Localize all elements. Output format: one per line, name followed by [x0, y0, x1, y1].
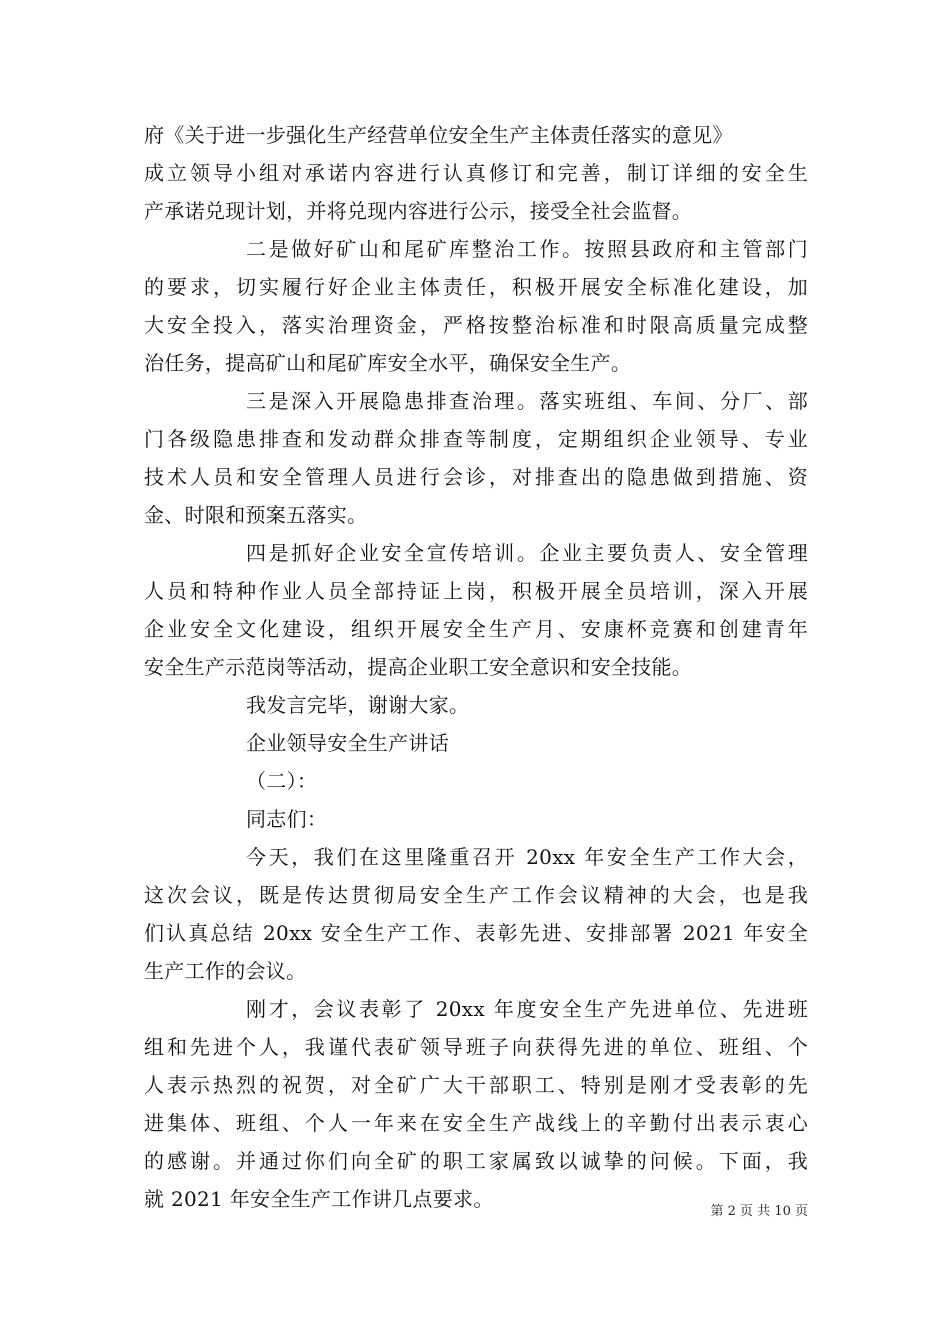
- paragraph-start: 刚才，会议表彰了 20xx 年度安全生产先进单位、先进班: [246, 997, 808, 1021]
- text-line: 产承诺兑现计划，并将兑现内容进行公示，接受全社会监督。: [144, 199, 693, 223]
- text-line: 人表示热烈的祝贺，对全矿广大干部职工、特别是刚才受表彰的先: [144, 1073, 808, 1097]
- text-line: 技术人员和安全管理人员进行会诊，对排查出的隐患做到措施、资: [144, 465, 808, 489]
- text-line: 进集体、班组、个人一年来在安全生产战线上的辛勤付出表示衷心: [144, 1111, 808, 1135]
- paragraph-start: 二是做好矿山和尾矿库整治工作。按照县政府和主管部门: [246, 237, 808, 261]
- text-line: 治任务，提高矿山和尾矿库安全水平，确保安全生产。: [144, 351, 632, 375]
- salutation: 同志们：: [246, 807, 328, 831]
- paragraph-start: 三是深入开展隐患排查治理。落实班组、车间、分厂、部: [246, 389, 808, 413]
- text-line: 的感谢。并通过你们向全矿的职工家属致以诚挚的问候。下面，我: [144, 1149, 808, 1173]
- closing-remark: 我发言完毕，谢谢大家。: [246, 693, 470, 717]
- section-number: （二）：: [246, 769, 318, 793]
- text-line: 人员和特种作业人员全部持证上岗，积极开展全员培训，深入开展: [144, 579, 808, 603]
- text-line: 成立领导小组对承诺内容进行认真修订和完善，制订详细的安全生: [144, 161, 808, 185]
- text-line: 企业安全文化建设，组织开展安全生产月、安康杯竞赛和创建青年: [144, 617, 808, 641]
- text-line: 这次会议，既是传达贯彻局安全生产工作会议精神的大会，也是我: [144, 883, 808, 907]
- text-line: 组和先进个人，我谨代表矿领导班子向获得先进的单位、班组、个: [144, 1035, 808, 1059]
- text-line: 们认真总结 20xx 安全生产工作、表彰先进、安排部署 2021 年安全: [144, 921, 808, 945]
- text-line: 安全生产示范岗等活动，提高企业职工安全意识和安全技能。: [144, 655, 693, 679]
- section-title: 企业领导安全生产讲话: [246, 731, 449, 755]
- text-line: 府《关于进一步强化生产经营单位安全生产主体责任落实的意见》: [144, 123, 733, 147]
- page-number-footer: 第 2 页 共 10 页: [710, 1204, 808, 1219]
- text-line: 就 2021 年安全生产工作讲几点要求。: [144, 1187, 494, 1211]
- text-line: 大安全投入，落实治理资金，严格按整治标准和时限高质量完成整: [144, 313, 808, 337]
- paragraph-start: 今天，我们在这里隆重召开 20xx 年安全生产工作大会，: [246, 845, 808, 869]
- text-line: 生产工作的会议。: [144, 959, 307, 983]
- text-line: 门各级隐患排查和发动群众排查等制度，定期组织企业领导、专业: [144, 427, 808, 451]
- text-line: 的要求，切实履行好企业主体责任，积极开展安全标准化建设，加: [144, 275, 808, 299]
- text-line: 金、时限和预案五落实。: [144, 503, 368, 527]
- paragraph-start: 四是抓好企业安全宣传培训。企业主要负责人、安全管理: [246, 541, 808, 565]
